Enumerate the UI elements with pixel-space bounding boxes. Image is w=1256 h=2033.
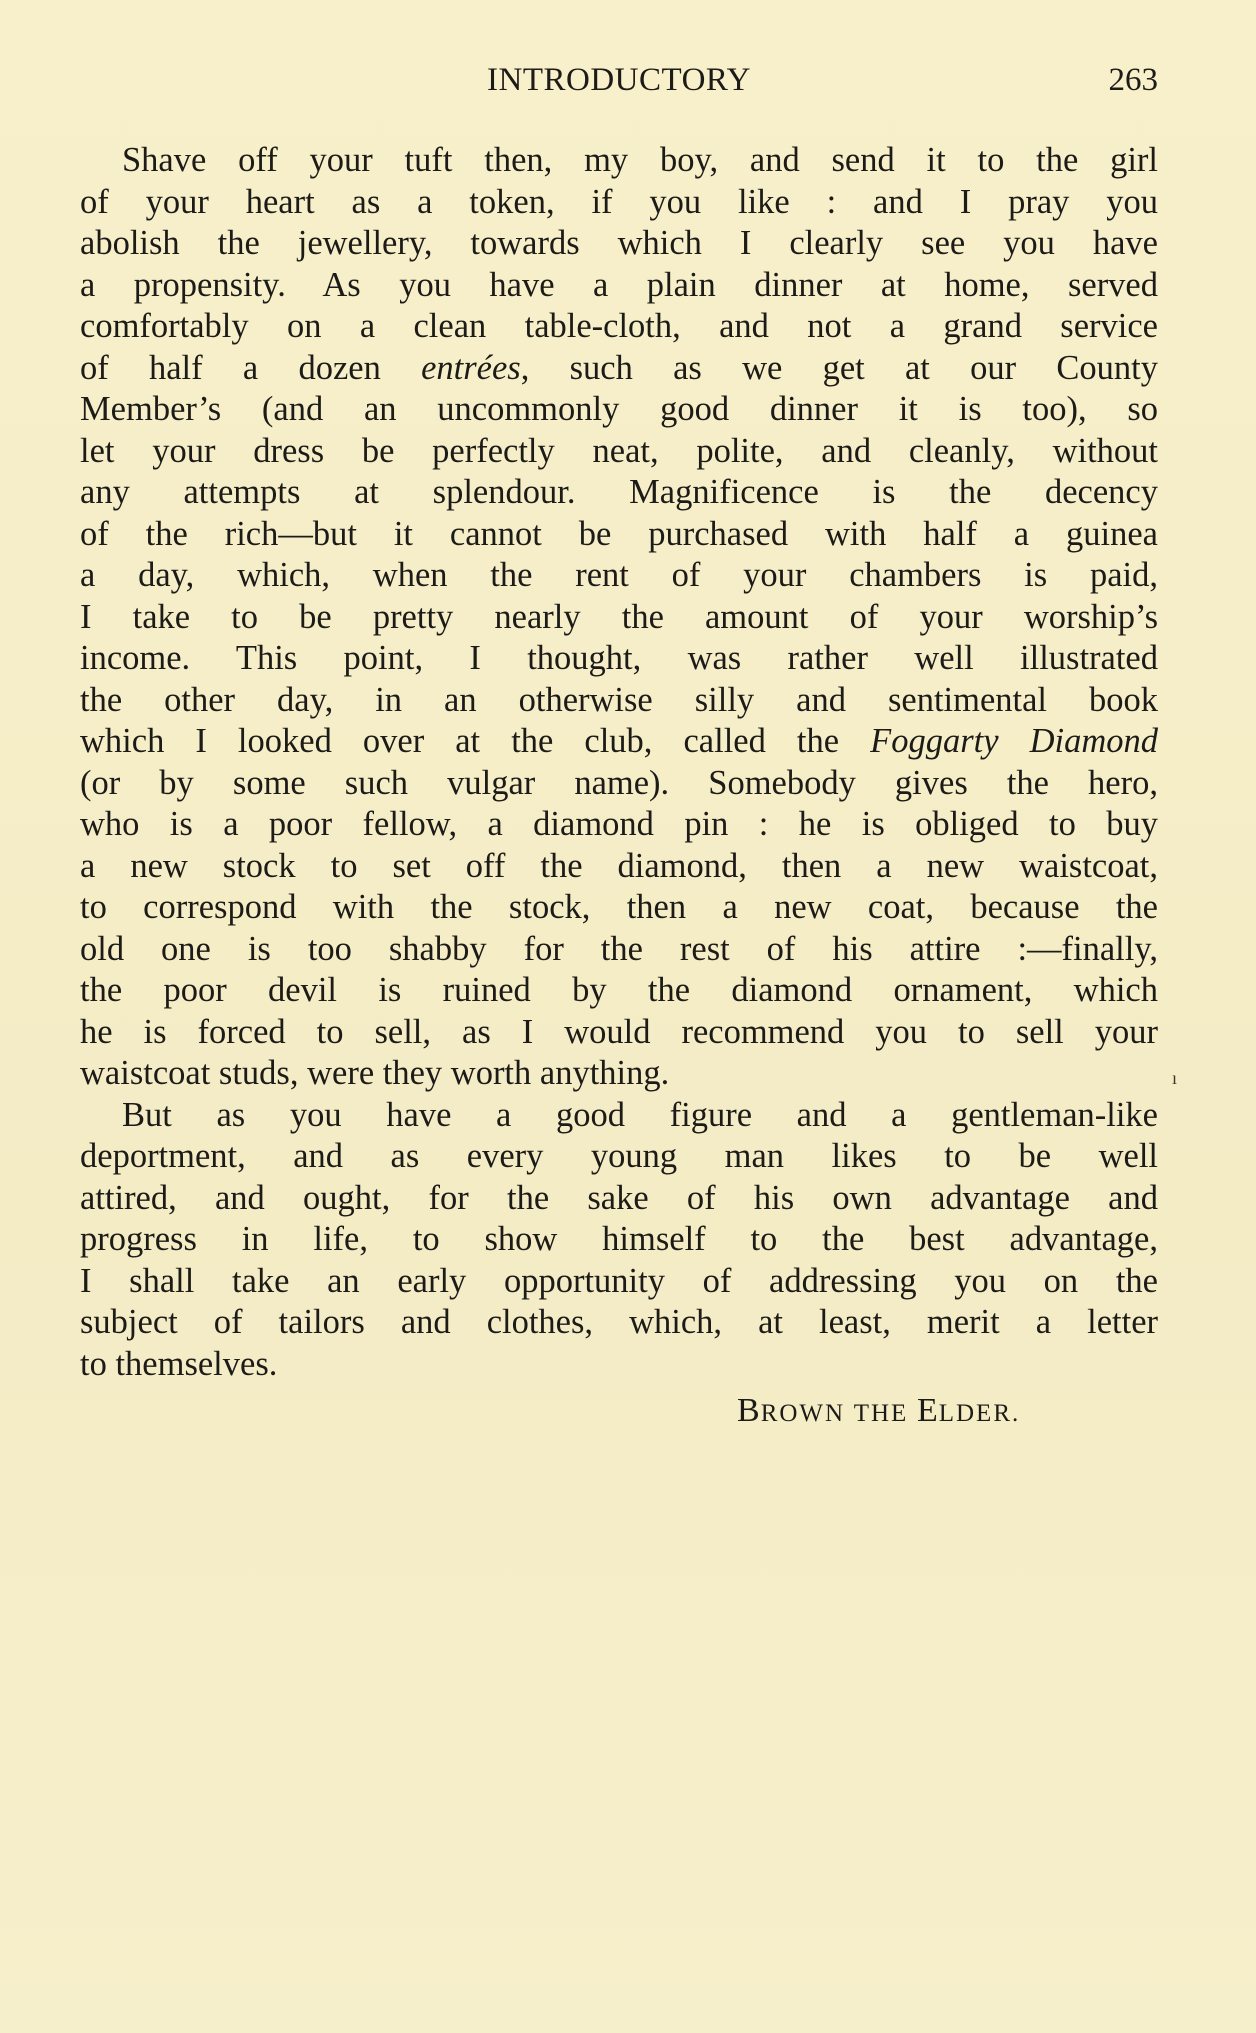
- signature: BROWN THE ELDER.: [737, 1392, 1021, 1429]
- text-line: But as you have a good figure and a gentleman-like: [122, 1095, 1158, 1134]
- text-line: the other day, in an otherwise silly and sentimental book: [80, 680, 1158, 719]
- text-line: to correspond with the stock, then a new coat, because the: [80, 888, 1158, 926]
- text-line: who is a poor fellow, a diamond pin : he is obliged to buy: [80, 805, 1158, 843]
- page-number: 263: [1108, 62, 1158, 98]
- text-line: abolish the jewellery, towards which I clearly see you have: [80, 224, 1158, 262]
- text-line: attired, and ought, for the sake of his own advantage and: [80, 1178, 1158, 1217]
- text-line: which I looked over at the club, called the Foggarty Diamond: [80, 722, 1158, 760]
- text-line: Shave off your tuft then, my boy, and send it to the girl: [122, 141, 1158, 179]
- text-line: any attempts at splendour. Magnificence is the decency: [80, 473, 1158, 511]
- text-line: progress in life, to show himself to the best advantage,: [80, 1220, 1158, 1258]
- text-line: of the rich—but it cannot be purchased with half a guinea: [80, 514, 1158, 553]
- text-line: waistcoat studs, were they worth anything.: [80, 1054, 670, 1092]
- text-line: a day, which, when the rent of your chambers is paid,: [80, 556, 1158, 594]
- text-line: I shall take an early opportunity of addressing you on the: [80, 1261, 1158, 1300]
- text-line: deportment, and as every young man likes to be well: [80, 1137, 1158, 1175]
- text-line: to themselves.: [80, 1344, 278, 1383]
- text-line: I take to be pretty nearly the amount of your worship’s: [80, 597, 1158, 636]
- text-line: old one is too shabby for the rest of his attire :—finally,: [80, 929, 1158, 968]
- text-line: a propensity. As you have a plain dinner at home, served: [80, 265, 1158, 304]
- running-title: INTRODUCTORY: [487, 62, 751, 98]
- text-line: the poor devil is ruined by the diamond ornament, which: [80, 971, 1158, 1009]
- text-line: of half a dozen entrées, such as we get at our County: [80, 348, 1158, 387]
- text-line: income. This point, I thought, was rather well illustrated: [80, 639, 1158, 677]
- text-line: he is forced to sell, as I would recommend you to sell your: [80, 1012, 1158, 1051]
- text-line: Member’s (and an uncommonly good dinner it is too), so: [80, 390, 1158, 428]
- running-head: [80, 62, 1158, 102]
- margin-mark: ı: [1172, 1068, 1178, 1088]
- text-line: comfortably on a clean table-cloth, and not a grand service: [80, 307, 1158, 345]
- text-line: let your dress be perfectly neat, polite, and cleanly, without: [80, 431, 1158, 470]
- text-line: subject of tailors and clothes, which, at least, merit a letter: [80, 1303, 1158, 1341]
- body-text: [80, 140, 1158, 1435]
- text-line: (or by some such vulgar name). Somebody gives the hero,: [80, 763, 1158, 802]
- text-line: of your heart as a token, if you like : and I pray you: [80, 182, 1158, 221]
- text-line: a new stock to set off the diamond, then a new waistcoat,: [80, 846, 1158, 885]
